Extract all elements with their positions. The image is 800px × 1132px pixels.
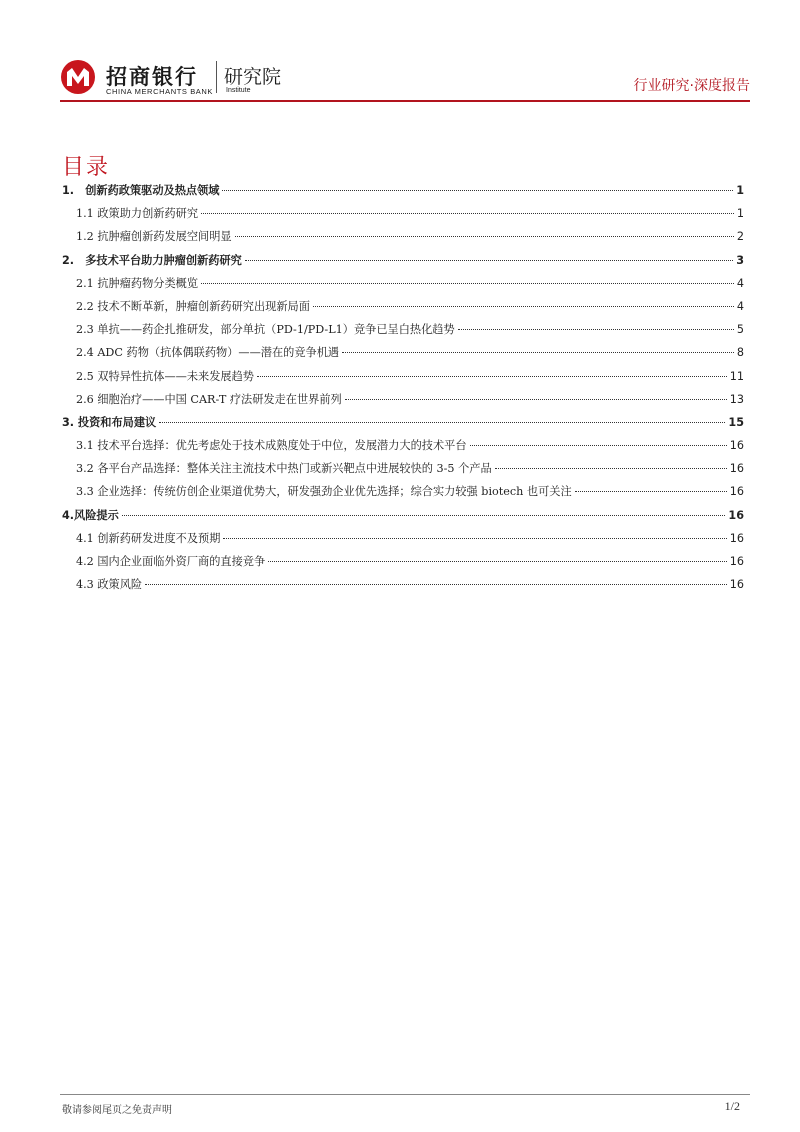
toc-entry[interactable] xyxy=(62,252,744,275)
toc-entry[interactable] xyxy=(62,460,744,483)
toc-entry-label: 1. 创新药政策驱动及热点领域 xyxy=(62,184,220,197)
toc-entry-label: 4.3 政策风险 xyxy=(76,578,143,592)
toc-entry-label: 2.6 细胞治疗——中国 CAR-T 疗法研发走在世界前列 xyxy=(76,392,342,406)
toc-entry-label: 4.2 国内企业面临外资厂商的直接竞争 xyxy=(76,555,266,568)
institute-name-cn: 研究院 xyxy=(224,66,282,88)
toc-dot-leader xyxy=(159,422,725,423)
toc-entry-label: 4.1 创新药研发进度不及预期 xyxy=(76,531,221,545)
toc-entry[interactable] xyxy=(62,228,744,251)
toc-dot-leader xyxy=(223,538,726,539)
toc-entry-page: 11 xyxy=(729,369,744,383)
toc-dot-leader xyxy=(122,515,726,516)
toc-entry-label: 2.2 技术不断革新，肿瘤创新药研究出现新局面 xyxy=(76,299,310,313)
header-rule xyxy=(60,100,750,102)
table-of-contents xyxy=(62,182,744,599)
toc-entry[interactable] xyxy=(62,182,744,205)
page-number: 1/2 xyxy=(724,1099,740,1113)
toc-entry-label: 2.1 抗肿瘤药物分类概览 xyxy=(76,276,199,290)
toc-entry-page: 16 xyxy=(729,555,744,568)
footer-disclaimer: 敬请参阅尾页之免责声明 xyxy=(62,1105,172,1116)
toc-entry-label: 2.5 双特异性抗体——未来发展趋势 xyxy=(76,369,254,383)
toc-dot-leader xyxy=(345,399,727,400)
toc-dot-leader xyxy=(342,352,734,353)
toc-dot-leader xyxy=(313,306,734,307)
toc-entry[interactable] xyxy=(62,483,744,506)
toc-entry[interactable] xyxy=(62,368,744,391)
toc-entry-page: 16 xyxy=(729,485,744,499)
footer-rule xyxy=(60,1094,750,1095)
logo-divider xyxy=(216,61,217,93)
toc-dot-leader xyxy=(458,329,734,330)
bank-name-cn: 招商银行 xyxy=(106,65,198,89)
toc-entry-page: 3 xyxy=(736,253,744,267)
toc-dot-leader xyxy=(495,468,727,469)
report-type: 行业研究·深度报告 xyxy=(633,78,750,94)
toc-entry-label: 2.3 单抗——药企扎推研发，部分单抗（PD-1/PD-L1）竞争已呈白热化趋势 xyxy=(76,323,455,337)
toc-entry-page: 1 xyxy=(736,184,744,197)
toc-entry-label: 3.3 企业选择：传统仿创企业渠道优势大，研发强劲企业优先选择；综合实力较强 biotech 也可关注 xyxy=(76,485,572,499)
toc-entry-page: 8 xyxy=(736,346,744,360)
toc-dot-leader xyxy=(222,190,733,191)
toc-entry-page: 5 xyxy=(736,323,744,337)
toc-entry-label: 3.2 各平台产品选择：整体关注主流技术中热门或新兴靶点中进展较快的 3-5 个产品 xyxy=(76,462,492,476)
cmb-logo-icon xyxy=(60,59,96,95)
toc-entry-page: 16 xyxy=(729,531,744,545)
toc-entry-page: 4 xyxy=(736,276,744,290)
toc-entry[interactable] xyxy=(62,321,744,344)
toc-dot-leader xyxy=(245,260,733,261)
toc-entry[interactable] xyxy=(62,530,744,553)
toc-entry-page: 2 xyxy=(736,230,744,244)
toc-entry[interactable] xyxy=(62,298,744,321)
page-header xyxy=(60,55,750,100)
toc-title: 目录 xyxy=(62,155,111,180)
toc-entry[interactable] xyxy=(62,205,744,228)
toc-entry[interactable] xyxy=(62,576,744,599)
toc-entry[interactable] xyxy=(62,414,744,437)
toc-entry[interactable] xyxy=(62,275,744,298)
toc-entry-label: 1.2 抗肿瘤创新药发展空间明显 xyxy=(76,230,232,244)
toc-dot-leader xyxy=(201,283,734,284)
toc-entry-label: 2.4 ADC 药物（抗体偶联药物）——潜在的竞争机遇 xyxy=(76,346,340,360)
toc-entry-page: 13 xyxy=(729,392,744,406)
toc-dot-leader xyxy=(201,213,734,214)
toc-dot-leader xyxy=(235,236,734,237)
toc-entry-page: 1 xyxy=(736,207,744,221)
bank-name-en: CHINA MERCHANTS BANK xyxy=(106,87,214,96)
toc-entry[interactable] xyxy=(62,553,744,576)
toc-dot-leader xyxy=(470,445,727,446)
toc-entry-page: 16 xyxy=(729,439,744,453)
toc-entry[interactable] xyxy=(62,344,744,367)
toc-entry-page: 4 xyxy=(736,299,744,313)
toc-entry-page: 16 xyxy=(728,508,744,522)
toc-entry-page: 16 xyxy=(729,578,744,592)
toc-entry-label: 3.1 技术平台选择：优先考虑处于技术成熟度处于中位，发展潜力大的技术平台 xyxy=(76,439,467,453)
toc-dot-leader xyxy=(268,561,727,562)
toc-entry-label: 4.风险提示 xyxy=(62,508,119,522)
toc-entry[interactable] xyxy=(62,391,744,414)
toc-dot-leader xyxy=(257,376,727,377)
toc-entry[interactable] xyxy=(62,507,744,530)
toc-dot-leader xyxy=(145,584,727,585)
toc-entry-label: 1.1 政策助力创新药研究 xyxy=(76,207,199,221)
toc-dot-leader xyxy=(575,491,727,492)
toc-entry-label: 2. 多技术平台助力肿瘤创新药研究 xyxy=(62,253,242,267)
toc-entry[interactable] xyxy=(62,437,744,460)
toc-entry-page: 16 xyxy=(729,462,744,476)
institute-name-en: Institute xyxy=(226,87,251,94)
toc-entry-label: 3. 投资和布局建议 xyxy=(62,415,157,429)
toc-entry-page: 15 xyxy=(728,415,744,429)
